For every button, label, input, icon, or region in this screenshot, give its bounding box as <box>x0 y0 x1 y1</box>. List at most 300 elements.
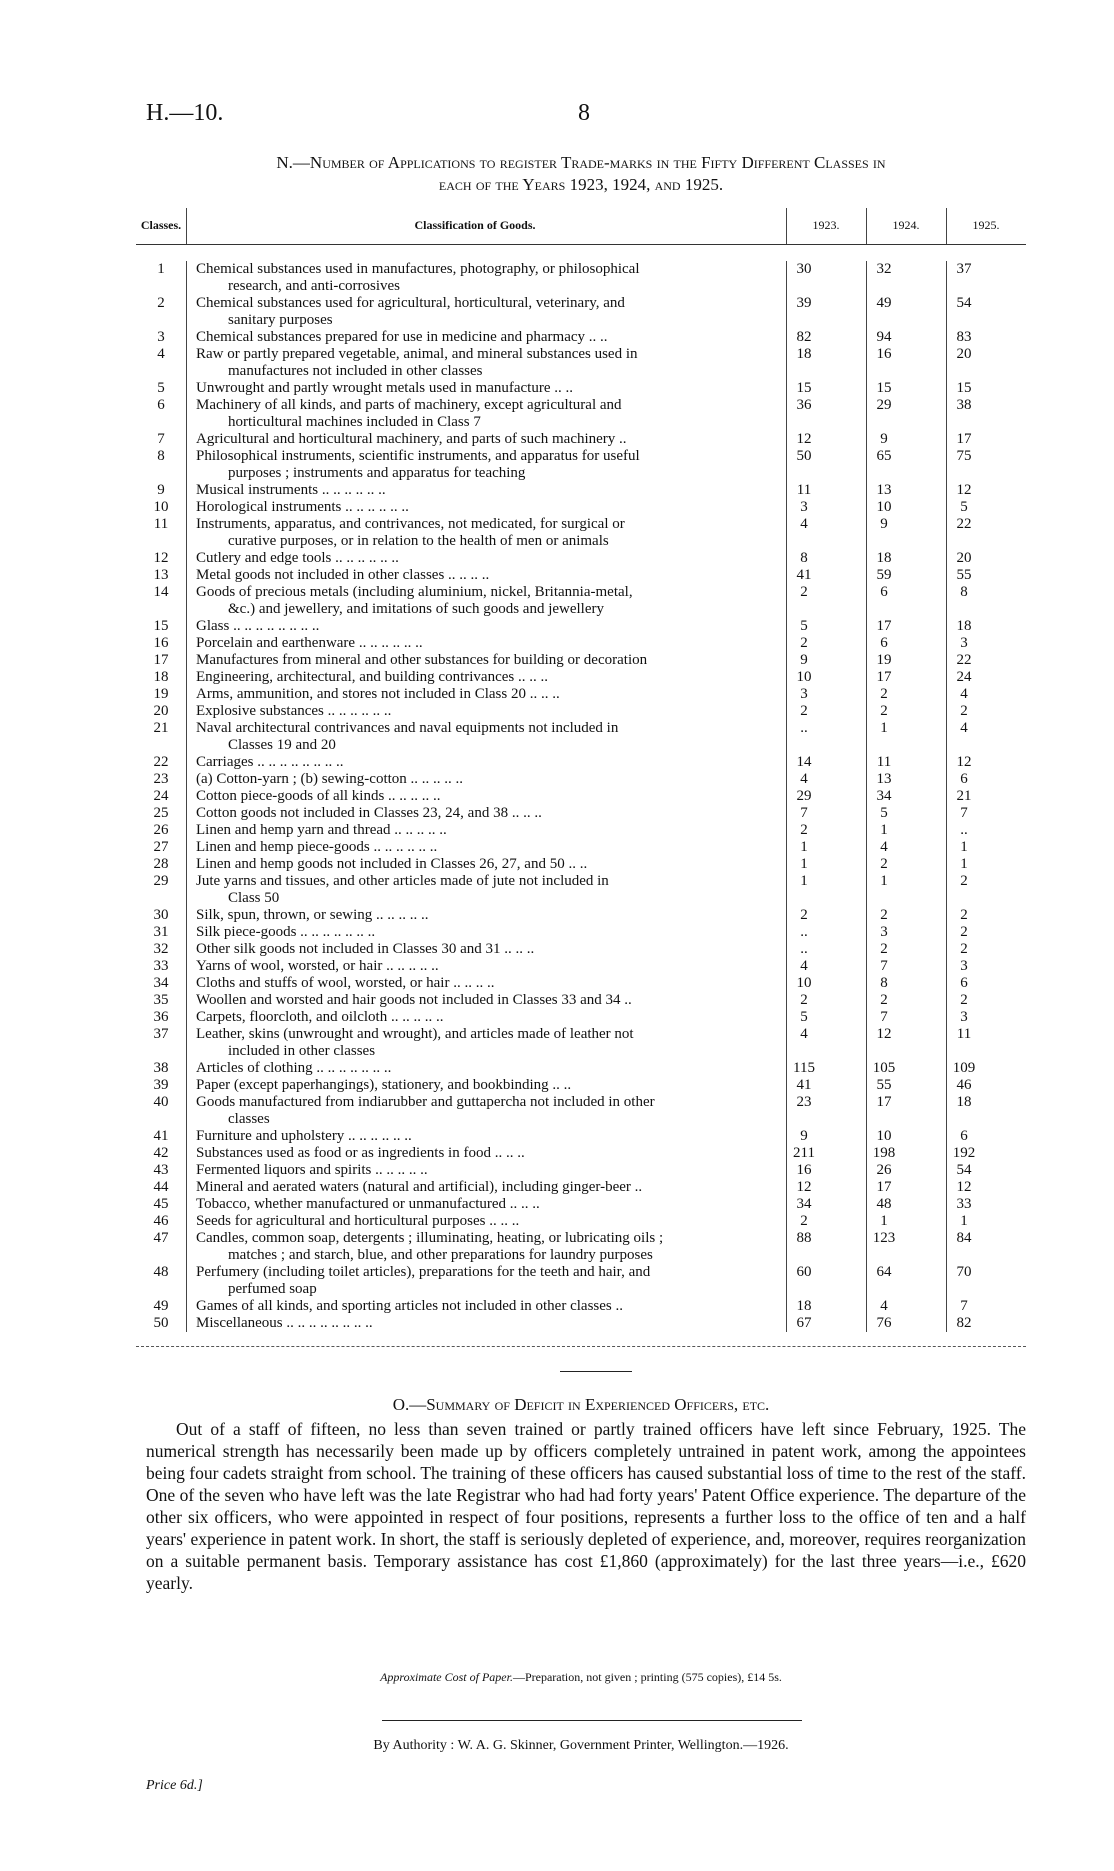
class-number: 19 <box>153 686 169 702</box>
table-row <box>136 1230 1026 1264</box>
count-1925: 8 <box>960 584 968 600</box>
count-1923: 30 <box>796 261 812 277</box>
table-row <box>136 261 1026 295</box>
count-1925: 2 <box>960 907 968 923</box>
class-number: 16 <box>153 635 169 651</box>
class-number: 42 <box>153 1145 169 1161</box>
description-line: Seeds for agricultural and horticultural purposes .. .. .. <box>196 1213 520 1229</box>
description-line: Silk piece-goods .. .. .. .. .. .. .. <box>196 924 376 940</box>
count-1924: 16 <box>876 346 892 362</box>
description-line: Substances used as food or as ingredients in food .. .. .. <box>196 1145 525 1161</box>
description-line: Paper (except paperhangings), stationery, and bookbinding .. .. <box>196 1077 572 1093</box>
description-line: research, and anti-corrosives <box>228 278 401 294</box>
cost-label: Approximate Cost of Paper. <box>380 1670 513 1684</box>
description-line: Glass .. .. .. .. .. .. .. .. <box>196 618 320 634</box>
count-1925: 2 <box>960 941 968 957</box>
header-1923: 1923. <box>812 218 840 232</box>
class-number: 23 <box>153 771 169 787</box>
class-number: 50 <box>153 1315 169 1331</box>
description-line: Naval architectural contrivances and naval equipments not included in <box>196 720 619 736</box>
goods-description <box>186 1230 764 1264</box>
description-line: Cotton piece-goods of all kinds .. .. .. .. .. <box>196 788 441 804</box>
table-row <box>136 1179 1026 1196</box>
description-line: Linen and hemp yarn and thread .. .. .. .. .. <box>196 822 447 838</box>
goods-description <box>186 1060 764 1077</box>
class-number: 25 <box>153 805 169 821</box>
count-1925: 20 <box>956 346 972 362</box>
description-line: Machinery of all kinds, and parts of machinery, except agricultural and <box>196 397 622 413</box>
goods-description <box>186 703 764 720</box>
count-1925: 192 <box>952 1145 976 1161</box>
table-row <box>136 873 1026 907</box>
description-line: Chemical substances used in manufactures, photography, or philosophical <box>196 261 640 277</box>
goods-description <box>186 839 764 856</box>
table-row <box>136 1077 1026 1094</box>
description-line: perfumed soap <box>228 1281 317 1297</box>
column-divider <box>866 208 867 244</box>
table-row <box>136 1298 1026 1315</box>
table-row <box>136 618 1026 635</box>
count-1925: 6 <box>960 1128 968 1144</box>
count-1924: 76 <box>876 1315 892 1331</box>
goods-description <box>186 550 764 567</box>
table-row <box>136 958 1026 975</box>
description-line: Cloths and stuffs of wool, worsted, or hair .. .. .. .. <box>196 975 495 991</box>
table-row <box>136 516 1026 550</box>
count-1925: 20 <box>956 550 972 566</box>
count-1925: 7 <box>960 805 968 821</box>
count-1923: 34 <box>796 1196 812 1212</box>
goods-description <box>186 992 764 1009</box>
count-1924: 34 <box>876 788 892 804</box>
description-line: Goods manufactured from indiarubber and guttapercha not included in other <box>196 1094 655 1110</box>
count-1923: 39 <box>796 295 812 311</box>
count-1923: 41 <box>796 1077 812 1093</box>
count-1923: 2 <box>800 1213 808 1229</box>
count-1925: 38 <box>956 397 972 413</box>
table-row <box>136 924 1026 941</box>
description-line: Explosive substances .. .. .. .. .. .. <box>196 703 392 719</box>
goods-description <box>186 295 764 329</box>
table-row <box>136 482 1026 499</box>
count-1924: 17 <box>876 669 892 685</box>
goods-description <box>186 771 764 788</box>
count-1924: 49 <box>876 295 892 311</box>
count-1924: 7 <box>880 958 888 974</box>
table-row <box>136 703 1026 720</box>
description-line: Horological instruments .. .. .. .. .. .. <box>196 499 409 515</box>
count-1923: 2 <box>800 992 808 1008</box>
table-row <box>136 1196 1026 1213</box>
count-1923: 1 <box>800 839 808 855</box>
goods-description <box>186 380 764 397</box>
class-number: 40 <box>153 1094 169 1110</box>
count-1923: 4 <box>800 516 808 532</box>
class-number: 6 <box>157 397 165 413</box>
description-line: classes <box>228 1111 270 1127</box>
count-1925: 15 <box>956 380 972 396</box>
count-1925: .. <box>960 822 968 838</box>
description-line: Instruments, apparatus, and contrivances, not medicated, for surgical or <box>196 516 625 532</box>
count-1923: 3 <box>800 686 808 702</box>
count-1924: 13 <box>876 771 892 787</box>
class-number: 32 <box>153 941 169 957</box>
class-number: 10 <box>153 499 169 515</box>
description-line: Carriages .. .. .. .. .. .. .. .. <box>196 754 344 770</box>
count-1923: 115 <box>793 1060 815 1076</box>
description-line: Furniture and upholstery .. .. .. .. .. .. <box>196 1128 412 1144</box>
goods-description <box>186 1128 764 1145</box>
description-line: Porcelain and earthenware .. .. .. .. .. .. <box>196 635 423 651</box>
count-1924: 9 <box>880 516 888 532</box>
trade-marks-table <box>136 208 1026 1348</box>
table-row <box>136 1145 1026 1162</box>
count-1923: 12 <box>796 431 812 447</box>
count-1923: 67 <box>796 1315 812 1331</box>
goods-description <box>186 1094 764 1128</box>
description-line: Tobacco, whether manufactured or unmanufactured .. .. .. <box>196 1196 540 1212</box>
table-row <box>136 431 1026 448</box>
count-1923: 10 <box>796 975 812 991</box>
table-row <box>136 1094 1026 1128</box>
count-1924: 1 <box>880 720 888 736</box>
count-1924: 7 <box>880 1009 888 1025</box>
count-1925: 82 <box>956 1315 972 1331</box>
description-line: Linen and hemp goods not included in Classes 26, 27, and 50 .. .. <box>196 856 588 872</box>
count-1925: 12 <box>956 482 972 498</box>
count-1923: 36 <box>796 397 812 413</box>
count-1925: 54 <box>956 295 972 311</box>
count-1924: 1 <box>880 1213 888 1229</box>
count-1925: 17 <box>956 431 972 447</box>
description-line: Articles of clothing .. .. .. .. .. .. .. <box>196 1060 392 1076</box>
description-line: Cutlery and edge tools .. .. .. .. .. .. <box>196 550 399 566</box>
count-1923: 8 <box>800 550 808 566</box>
class-number: 38 <box>153 1060 169 1076</box>
class-number: 22 <box>153 754 169 770</box>
class-number: 33 <box>153 958 169 974</box>
goods-description <box>186 924 764 941</box>
description-line: included in other classes <box>228 1043 376 1059</box>
description-line: Classes 19 and 20 <box>228 737 336 753</box>
count-1924: 1 <box>880 822 888 838</box>
count-1923: .. <box>800 720 808 736</box>
goods-description <box>186 567 764 584</box>
count-1925: 3 <box>960 1009 968 1025</box>
count-1924: 13 <box>876 482 892 498</box>
count-1923: 7 <box>800 805 808 821</box>
goods-description <box>186 822 764 839</box>
count-1924: 105 <box>872 1060 896 1076</box>
class-number: 9 <box>157 482 165 498</box>
table-row <box>136 380 1026 397</box>
count-1924: 17 <box>876 618 892 634</box>
table-row <box>136 856 1026 873</box>
count-1923: 5 <box>800 1009 808 1025</box>
count-1923: 211 <box>793 1145 815 1161</box>
count-1924: 2 <box>880 703 888 719</box>
count-1925: 2 <box>960 992 968 1008</box>
description-line: Jute yarns and tissues, and other articles made of jute not included in <box>196 873 609 889</box>
class-number: 41 <box>153 1128 169 1144</box>
count-1925: 21 <box>956 788 972 804</box>
class-number: 2 <box>157 295 165 311</box>
count-1925: 2 <box>960 924 968 940</box>
count-1925: 1 <box>960 1213 968 1229</box>
count-1925: 6 <box>960 771 968 787</box>
class-number: 28 <box>153 856 169 872</box>
count-1923: 4 <box>800 1026 808 1042</box>
count-1924: 2 <box>880 992 888 1008</box>
goods-description <box>186 516 764 550</box>
table-row <box>136 754 1026 771</box>
count-1923: 88 <box>796 1230 812 1246</box>
table-row <box>136 669 1026 686</box>
count-1923: 15 <box>796 380 812 396</box>
table-row <box>136 1315 1026 1332</box>
class-number: 46 <box>153 1213 169 1229</box>
table-row <box>136 550 1026 567</box>
count-1925: 2 <box>960 873 968 889</box>
table-row <box>136 652 1026 669</box>
table-row <box>136 397 1026 431</box>
count-1923: 10 <box>796 669 812 685</box>
count-1923: 29 <box>796 788 812 804</box>
goods-description <box>186 448 764 482</box>
class-number: 30 <box>153 907 169 923</box>
class-number: 3 <box>157 329 165 345</box>
class-number: 29 <box>153 873 169 889</box>
description-line: Engineering, architectural, and building contrivances .. .. .. <box>196 669 548 685</box>
class-number: 43 <box>153 1162 169 1178</box>
table-row <box>136 1213 1026 1230</box>
goods-description <box>186 856 764 873</box>
table-row <box>136 329 1026 346</box>
goods-description <box>186 754 764 771</box>
table-row <box>136 1060 1026 1077</box>
count-1924: 9 <box>880 431 888 447</box>
count-1925: 46 <box>956 1077 972 1093</box>
table-row <box>136 499 1026 516</box>
table-row <box>136 720 1026 754</box>
count-1923: 1 <box>800 873 808 889</box>
goods-description <box>186 1264 764 1298</box>
header-classes: Classes. <box>140 218 182 232</box>
goods-description <box>186 1145 764 1162</box>
table-row <box>136 1128 1026 1145</box>
count-1925: 37 <box>956 261 972 277</box>
count-1924: 2 <box>880 856 888 872</box>
count-1924: 11 <box>876 754 892 770</box>
count-1925: 24 <box>956 669 972 685</box>
description-line: (a) Cotton-yarn ; (b) sewing-cotton .. .. .. .. .. <box>196 771 464 787</box>
class-number: 26 <box>153 822 169 838</box>
cost-text: —Preparation, not given ; printing (575 copies), £14 5s. <box>512 1670 782 1684</box>
description-line: Candles, common soap, detergents ; illuminating, heating, or lubricating oils ; <box>196 1230 664 1246</box>
section-o-paragraph: Out of a staff of fifteen, no less than seven trained or partly trained officers have left since February, 1925. The numerical strength has necessarily been made up by officers completely untrained in patent work, among the appointees being four cadets straight from school. The training of these officers has caused substantial loss of time to the rest of the staff. One of the seven who have left was the late Registrar who had had forty years' Patent Office experience. The departure of the other six officers, who were appointed in respect of four positions, represents a further loss to the office of ten and a half years' experience in patent work. In short, the staff is seriously depleted of experience, and, moreover, requires reorganization on a suitable permanent basis. Temporary assistance has cost £1,860 (approximately) for the last three years—i.e., £620 yearly. <box>146 1419 1026 1593</box>
goods-description <box>186 584 764 618</box>
count-1924: 10 <box>876 1128 892 1144</box>
count-1923: 50 <box>796 448 812 464</box>
class-number: 20 <box>153 703 169 719</box>
table-row <box>136 635 1026 652</box>
goods-description <box>186 1179 764 1196</box>
goods-description <box>186 873 764 907</box>
goods-description <box>186 975 764 992</box>
count-1924: 3 <box>880 924 888 940</box>
class-number: 31 <box>153 924 169 940</box>
count-1923: .. <box>800 924 808 940</box>
description-line: curative purposes, or in relation to the health of men or animals <box>228 533 609 549</box>
class-number: 8 <box>157 448 165 464</box>
goods-description <box>186 686 764 703</box>
count-1925: 54 <box>956 1162 972 1178</box>
goods-description <box>186 941 764 958</box>
table-row <box>136 686 1026 703</box>
description-line: Goods of precious metals (including aluminium, nickel, Britannia-metal, <box>196 584 633 600</box>
description-line: Unwrought and partly wrought metals used in manufacture .. .. <box>196 380 573 396</box>
count-1925: 6 <box>960 975 968 991</box>
count-1925: 12 <box>956 754 972 770</box>
count-1923: 2 <box>800 703 808 719</box>
table-row <box>136 295 1026 329</box>
count-1923: 16 <box>796 1162 812 1178</box>
class-number: 11 <box>153 516 169 532</box>
document-code: H.—10. <box>146 100 224 126</box>
count-1924: 2 <box>880 907 888 923</box>
goods-description <box>186 1009 764 1026</box>
count-1924: 19 <box>876 652 892 668</box>
count-1924: 17 <box>876 1094 892 1110</box>
description-line: Arms, ammunition, and stores not included in Class 20 .. .. .. <box>196 686 560 702</box>
class-number: 24 <box>153 788 169 804</box>
goods-description <box>186 788 764 805</box>
count-1924: 94 <box>876 329 892 345</box>
count-1924: 198 <box>872 1145 896 1161</box>
count-1925: 3 <box>960 958 968 974</box>
class-number: 15 <box>153 618 169 634</box>
count-1923: 9 <box>800 1128 808 1144</box>
description-line: purposes ; instruments and apparatus for teaching <box>228 465 526 481</box>
goods-description <box>186 652 764 669</box>
description-line: Leather, skins (unwrought and wrought), and articles made of leather not <box>196 1026 634 1042</box>
count-1923: 4 <box>800 771 808 787</box>
count-1925: 22 <box>956 516 972 532</box>
description-line: Perfumery (including toilet articles), preparations for the teeth and hair, and <box>196 1264 651 1280</box>
description-line: &c.) and jewellery, and imitations of such goods and jewellery <box>228 601 605 617</box>
count-1923: 23 <box>796 1094 812 1110</box>
column-divider <box>186 208 187 244</box>
description-line: manufactures not included in other classes <box>228 363 483 379</box>
count-1925: 1 <box>960 856 968 872</box>
count-1925: 109 <box>952 1060 976 1076</box>
count-1923: 4 <box>800 958 808 974</box>
goods-description <box>186 1162 764 1179</box>
count-1923: 1 <box>800 856 808 872</box>
count-1923: 18 <box>796 1298 812 1314</box>
count-1924: 64 <box>876 1264 892 1280</box>
class-number: 17 <box>153 652 169 668</box>
description-line: Cotton goods not included in Classes 23, 24, and 38 .. .. .. <box>196 805 542 821</box>
count-1925: 12 <box>956 1179 972 1195</box>
count-1924: 123 <box>872 1230 896 1246</box>
count-1924: 15 <box>876 380 892 396</box>
goods-description <box>186 261 764 295</box>
description-line: Chemical substances prepared for use in medicine and pharmacy .. .. <box>196 329 608 345</box>
class-number: 39 <box>153 1077 169 1093</box>
count-1924: 59 <box>876 567 892 583</box>
count-1923: 60 <box>796 1264 812 1280</box>
count-1923: 41 <box>796 567 812 583</box>
class-number: 27 <box>153 839 169 855</box>
description-line: Manufactures from mineral and other substances for building or decoration <box>196 652 648 668</box>
table-row <box>136 448 1026 482</box>
goods-description <box>186 635 764 652</box>
count-1925: 75 <box>956 448 972 464</box>
description-line: Philosophical instruments, scientific instruments, and apparatus for useful <box>196 448 640 464</box>
class-number: 5 <box>157 380 165 396</box>
count-1923: 14 <box>796 754 812 770</box>
description-line: Carpets, floorcloth, and oilcloth .. .. .. .. .. <box>196 1009 444 1025</box>
printer-authority: By Authority : W. A. G. Skinner, Government Printer, Wellington.—1926. <box>373 1738 789 1753</box>
goods-description <box>186 397 764 431</box>
description-line: Linen and hemp piece-goods .. .. .. .. .. .. <box>196 839 438 855</box>
column-divider <box>946 208 947 244</box>
description-line: matches ; and starch, blue, and other preparations for laundry purposes <box>228 1247 653 1263</box>
description-line: Fermented liquors and spirits .. .. .. .. .. <box>196 1162 428 1178</box>
goods-description <box>186 346 764 380</box>
table-title-line-1: N.—Number of Applications to register Trade-marks in the Fifty Different Classes in <box>276 153 886 172</box>
goods-description <box>186 907 764 924</box>
class-number: 47 <box>153 1230 169 1246</box>
goods-description <box>186 499 764 516</box>
description-line: Games of all kinds, and sporting articles not included in other classes .. <box>196 1298 623 1314</box>
header-1925: 1925. <box>972 218 1000 232</box>
class-number: 35 <box>153 992 169 1008</box>
description-line: Class 50 <box>228 890 280 906</box>
goods-description <box>186 669 764 686</box>
class-number: 18 <box>153 669 169 685</box>
table-row <box>136 584 1026 618</box>
count-1923: 2 <box>800 584 808 600</box>
table-row <box>136 346 1026 380</box>
count-1925: 5 <box>960 499 968 515</box>
cost-of-paper <box>136 1670 1026 1685</box>
class-number: 45 <box>153 1196 169 1212</box>
class-number: 49 <box>153 1298 169 1314</box>
goods-description <box>186 1026 764 1060</box>
description-line: Mineral and aerated waters (natural and artificial), including ginger-beer .. <box>196 1179 643 1195</box>
class-number: 34 <box>153 975 169 991</box>
description-line: Yarns of wool, worsted, or hair .. .. .. .. .. <box>196 958 439 974</box>
section-o-title: O.—Summary of Deficit in Experienced Officers, etc. <box>392 1395 770 1414</box>
class-number: 21 <box>153 720 169 736</box>
count-1925: 2 <box>960 703 968 719</box>
column-divider <box>786 208 787 244</box>
count-1925: 11 <box>956 1026 972 1042</box>
goods-description <box>186 1196 764 1213</box>
count-1924: 32 <box>876 261 892 277</box>
goods-description <box>186 1213 764 1230</box>
table-row <box>136 1026 1026 1060</box>
header-1924: 1924. <box>892 218 920 232</box>
count-1923: 18 <box>796 346 812 362</box>
count-1924: 29 <box>876 397 892 413</box>
count-1923: .. <box>800 941 808 957</box>
count-1924: 10 <box>876 499 892 515</box>
description-line: sanitary purposes <box>228 312 333 328</box>
count-1923: 3 <box>800 499 808 515</box>
